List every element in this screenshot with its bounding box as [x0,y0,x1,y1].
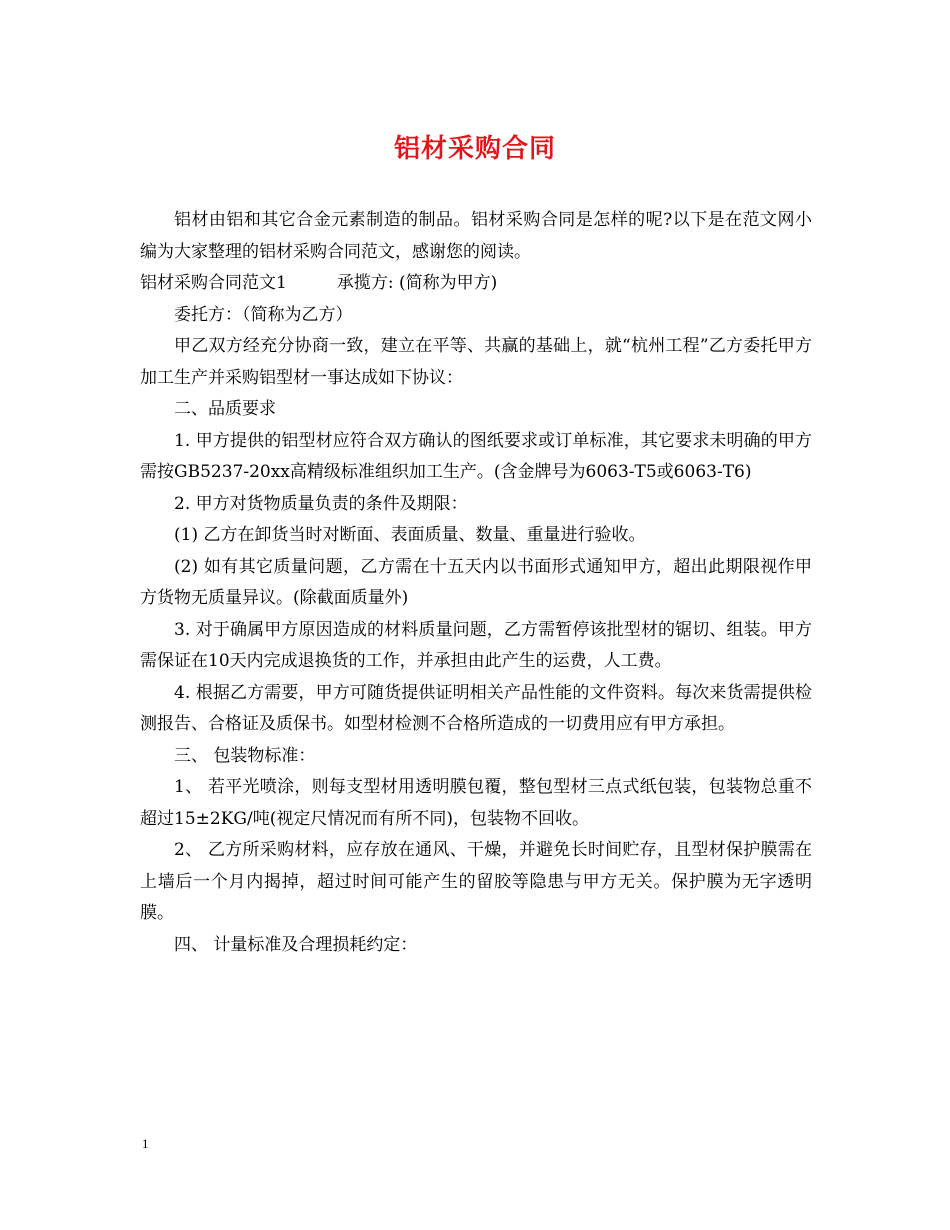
document-title: 铝材采购合同 [393,134,556,164]
sample-heading: 铝材采购合同范文1 [140,273,287,293]
clause-paragraph: (2) 如有其它质量问题，乙方需在十五天内以书面形式通知甲方，超出此期限视作甲方货物无质量异议。(除截面质量外) [140,556,812,608]
intro-paragraph: 铝材由铝和其它合金元素制造的制品。铝材采购合同是怎样的呢?以下是在范文网小编为大家整理的铝材采购合同范文，感谢您的阅读。 [140,210,812,262]
clause-paragraph: 3. 对于确属甲方原因造成的材料质量问题，乙方需暂停该批型材的锯切、组装。甲方需保证在10天内完成退换货的工作，并承担由此产生的运费，人工费。 [140,619,812,671]
section-heading-quality: 二、品质要求 [174,399,276,419]
page-number: 1 [142,1136,149,1151]
clause-paragraph: 2、 乙方所采购材料，应存放在通风、干燥，并避免长时间贮存，且型材保护膜需在上墙后一个月内揭掉，超过时间可能产生的留胶等隐患与甲方无关。保护膜为无字透明膜。 [140,840,812,923]
document-body [140,205,812,961]
clause-paragraph: 2. 甲方对货物质量负责的条件及期限： [174,493,468,514]
agreement-paragraph: 甲乙双方经充分协商一致，建立在平等、共赢的基础上，就“杭州工程”乙方委托甲方加工生产并采购铝型材一事达成如下协议： [140,336,812,388]
section-heading-packaging: 三、 包装物标准： [174,745,316,766]
clause-paragraph: 4. 根据乙方需要，甲方可随货提供证明相关产品性能的文件资料。每次来货需提供检测报告、合格证及质保书。如型材检测不合格所造成的一切费用应有甲方承担。 [140,682,812,734]
section-heading-measurement: 四、 计量标准及合理损耗约定： [174,934,418,955]
clause-paragraph: (1) 乙方在卸货当时对断面、表面质量、数量、重量进行验收。 [174,525,646,545]
client-line: 委托方：（简称为乙方） [174,304,353,325]
contractor-line: 承揽方: (简称为甲方) [336,273,498,293]
clause-paragraph: 1、 若平光喷涂，则每支型材用透明膜包覆，整包型材三点式纸包装，包装物总重不超过15±2KG/吨(视定尺情况而有所不同)，包装物不回收。 [140,777,812,829]
sample-heading-line [140,268,812,300]
clause-paragraph: 1. 甲方提供的铝型材应符合双方确认的图纸要求或订单标准，其它要求未明确的甲方需按GB5237-20xx高精级标准组织加工生产。(含金牌号为6063-T5或6063-T6) [140,430,812,482]
